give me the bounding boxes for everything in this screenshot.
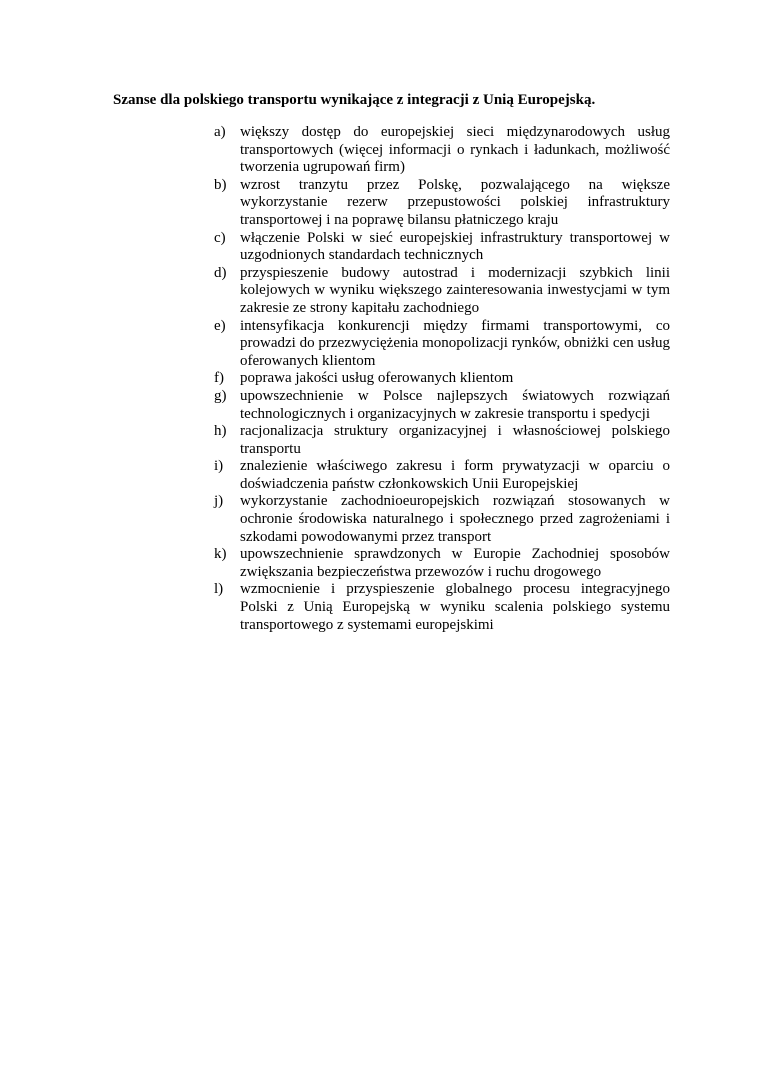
list-item-text: włączenie Polski w sieć europejskiej infrastruktury transportowej w uzgodnionych standardach technicznych: [240, 229, 670, 264]
list-item: [214, 265, 670, 318]
list-item-text: wzmocnienie i przyspieszenie globalnego procesu integracyjnego Polski z Unią Europejską w wyniku scalenia polskiego systemu transportowego z systemami europejskimi: [240, 581, 670, 633]
list-marker: l): [214, 581, 224, 598]
list-item-text: poprawa jakości usług oferowanych klientom: [240, 370, 514, 387]
list-item-text: większy dostęp do europejskiej sieci międzynarodowych usług transportowych (więcej informacji o rynkach i ładunkach, możliwość tworzenia ugrupowań firm): [240, 124, 670, 176]
list-item: [214, 493, 670, 546]
list-marker: i): [214, 458, 224, 475]
list-marker: e): [214, 317, 226, 334]
list-item-text: racjonalizacja struktury organizacyjnej i własnościowej polskiego transportu: [240, 423, 670, 457]
list-marker: k): [214, 546, 227, 563]
list-item: [214, 458, 670, 493]
list-marker: c): [214, 229, 226, 246]
list-item: [214, 388, 670, 423]
list-marker: b): [214, 176, 227, 193]
list-marker: f): [214, 370, 224, 387]
list-item-text: upowszechnienie sprawdzonych w Europie Zachodniej sposobów zwiększania bezpieczeństwa przewozów i ruchu drogowego: [240, 546, 670, 580]
list-item-text: upowszechnienie w Polsce najlepszych światowych rozwiązań technologicznych i organizacyjnych w zakresie transportu i spedycji: [240, 387, 670, 422]
list-marker: g): [214, 387, 227, 404]
list-item-text: przyspieszenie budowy autostrad i modernizacji szybkich linii kolejowych w wyniku większego zainteresowania inwestycjami w tym zakresie ze strony kapitału zachodniego: [240, 264, 670, 316]
list-marker: j): [214, 493, 224, 510]
list-item-text: wykorzystanie zachodnioeuropejskich rozwiązań stosowanych w ochronie środowiska naturalnego i społecznego przed zagrożeniami i szkodami powodowanymi przez transport: [240, 493, 670, 545]
list-item: [214, 581, 670, 634]
opportunities-list: [214, 124, 670, 634]
list-item-text: znalezienie właściwego zakresu i form prywatyzacji w oparciu o doświadczenia państw członkowskich Unii Europejskiej: [240, 458, 670, 492]
list-item: [214, 546, 670, 581]
list-item: [214, 230, 670, 265]
list-marker: a): [214, 124, 226, 140]
list-item: [214, 370, 670, 388]
document-title: Szanse dla polskiego transportu wynikające z integracji z Unią Europejską.: [113, 92, 596, 108]
list-marker: h): [214, 423, 227, 440]
list-item: [214, 177, 670, 230]
list-item: [214, 318, 670, 371]
list-item-text: intensyfikacja konkurencji między firmami transportowymi, co prowadzi do przezwyciężenia monopolizacji rynków, obniżki cen usług oferowanych klientom: [240, 317, 670, 369]
list-item: [214, 124, 670, 177]
list-marker: d): [214, 264, 227, 281]
list-item: [214, 423, 670, 458]
list-item-text: wzrost tranzytu przez Polskę, pozwalającego na większe wykorzystanie rezerw przepustowości polskiej infrastruktury transportowej i na poprawę bilansu płatniczego kraju: [240, 176, 670, 228]
